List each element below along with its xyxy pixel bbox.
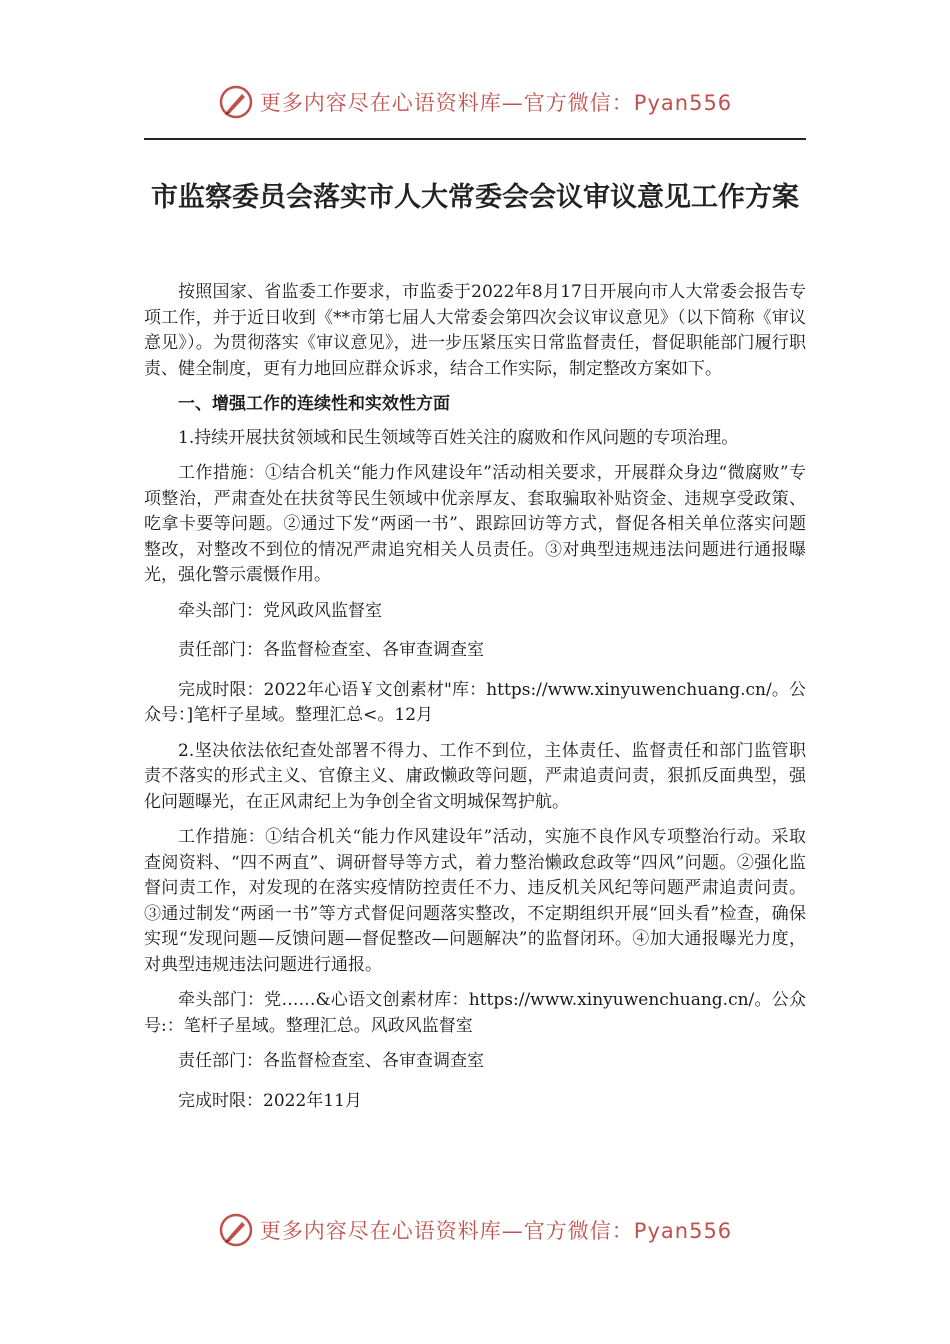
header-watermark-banner: [0, 80, 950, 124]
item-1-lead-dept: 牵头部门：党风政风监督室: [178, 600, 382, 621]
footer-watermark-banner: [0, 1208, 950, 1252]
intro-paragraph: 按照国家、省监委工作要求，市监委于2022年8月17日开展向市人大常委会报告专项工作，并于近日收到《**市第七届人大常委会第四次会议审议意见》（以下简称《审议意见》）。为贯彻落实《审议意见》，进一步压紧压实日常监督责任，督促职能部门履行职责、健全制度，更有力地回应群众诉求，结合工作实际，制定整改方案如下。: [144, 282, 806, 379]
document-title: 市监察委员会落实市人大常委会会议审议意见工作方案: [151, 182, 799, 213]
item-1-responsible-dept: 责任部门：各监督检查室、各审查调查室: [178, 640, 484, 660]
item-1-measures: 工作措施：①结合机关“能力作风建设年”活动相关要求，开展群众身边“微腐败”专项整治，严肃查处在扶贫等民生领域中优亲厚友、套取骗取补贴资金、违规享受政策、吃拿卡要等问题。②通过下发“两函一书”、跟踪回访等方式，督促各相关单位落实问题整改，对整改不到位的情况严肃追究相关人员责任。③对典型违规违法问题进行通报曝光，强化警示震慑作用。: [144, 463, 806, 585]
pen-logo-icon: [218, 1212, 254, 1248]
document-body: [144, 280, 806, 1124]
item-2-responsible-dept: 责任部门：各监督检查室、各审查调查室: [178, 1051, 484, 1071]
pen-logo-icon: [218, 84, 254, 120]
item-2-title: 2.坚决依法依纪查处部署不得力、工作不到位，主体责任、监督责任和部门监管职责不落实的形式主义、官僚主义、庸政懒政等问题，严肃追责问责，狠抓反面典型，强化问题曝光，在正风肃纪上为争创全省文明城保驾护航。: [144, 740, 806, 812]
item-1-deadline: 完成时限：2022年心语￥文创素材"库：https://www.xinyuwenchuang.cn/。公众号：]笔杆子星域。整理汇总<。12月: [144, 679, 806, 725]
section-heading: 一、增强工作的连续性和实效性方面: [178, 394, 450, 414]
item-2-measures: 工作措施：①结合机关“能力作风建设年”活动，实施不良作风专项整治行动。采取查阅资料、“四不两直”、调研督导等方式，着力整治懒政怠政等“四风”问题。②强化监督问责工作，对发现的在落实疫情防控责任不力、违反机关风纪等问题严肃追责问责。③通过制发“两函一书”等方式督促问题落实整改，不定期组织开展“回头看”检查，确保实现“发现问题—反馈问题—督促整改—问题解决”的监督闭环。④加大通报曝光力度，对典型违规违法问题进行通报。: [144, 827, 806, 975]
banner-text: 更多内容尽在心语资料库—官方微信：Pyan556: [259, 1219, 733, 1243]
item-1-title: 1.持续开展扶贫领域和民生领域等百姓关注的腐败和作风问题的专项治理。: [178, 427, 739, 448]
header-divider: [144, 138, 806, 140]
item-2-lead-dept: 牵头部门：党……&心语文创素材库：https://www.xinyuwenchuang.cn/。公众号:：笔杆子星域。整理汇总。风政风监督室: [144, 990, 806, 1036]
banner-text: 更多内容尽在心语资料库—官方微信：Pyan556: [259, 91, 733, 115]
item-2-deadline: 完成时限：2022年11月: [178, 1090, 362, 1111]
